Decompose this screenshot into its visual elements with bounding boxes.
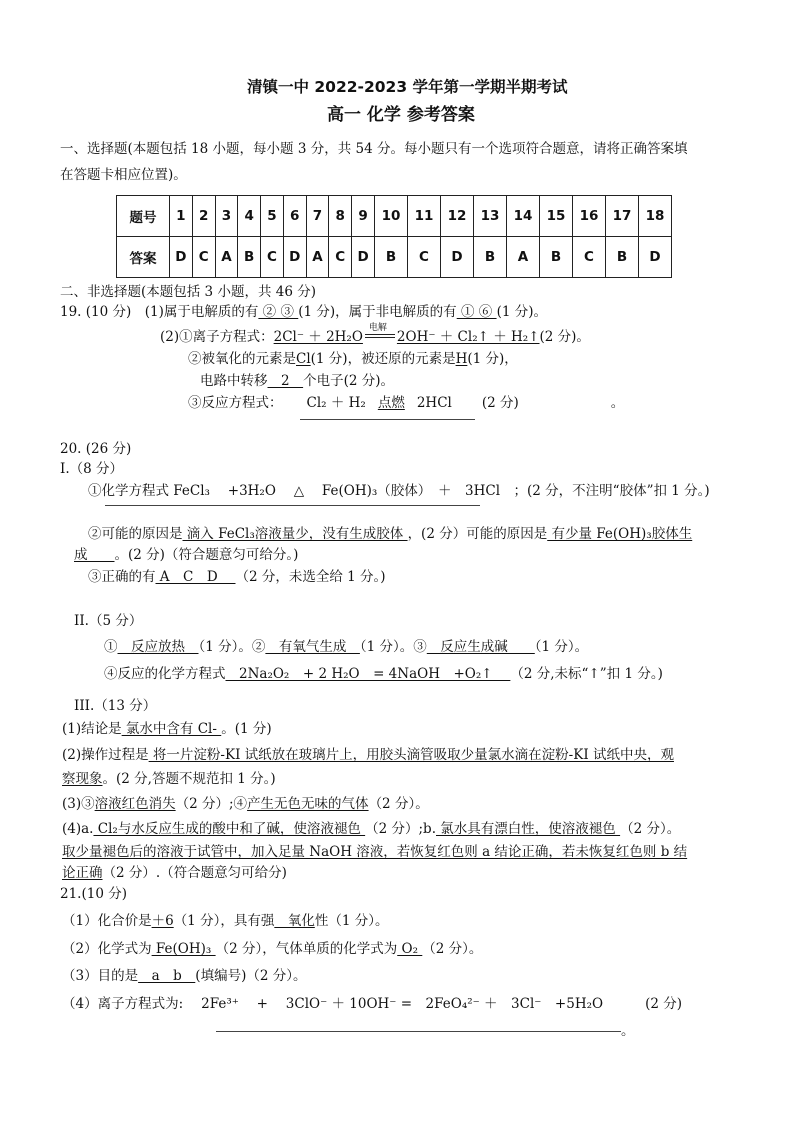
- table-cell-answer: C: [408, 237, 441, 278]
- q20-s2-item1: [104, 638, 588, 656]
- page-title: 清镇一中 2022-2023 学年第一学期半期考试: [247, 78, 568, 96]
- table-cell-answer: B: [375, 237, 408, 278]
- q20-answer: A C D: [155, 569, 236, 585]
- q20-answer: 产生无色无味的气体: [247, 796, 369, 812]
- answer-table: [116, 195, 672, 278]
- q20-answer: 反应生成碱: [426, 639, 535, 655]
- q19-ionic-equation-left: 2Cl⁻ ＋ 2H₂O: [273, 329, 363, 345]
- table-cell-question: 15: [540, 196, 573, 237]
- q19-label: 19. (10 分) (1)属于电解质的有: [60, 304, 259, 320]
- q21-period: 。: [621, 1023, 635, 1039]
- part1-intro-line1: 一、选择题(本题包括 18 小题，每小题 3 分，共 54 分。每小题只有一个选项符合题意，请将正确答案填: [60, 141, 688, 157]
- q19-reaction-left: Cl₂ ＋ H₂: [306, 395, 366, 411]
- q21-line3: [62, 967, 306, 985]
- q20-text: （2 分）。: [620, 821, 681, 837]
- q20-text: ②可能的原因是: [88, 526, 183, 542]
- q21-text: (填编号)（2 分）。: [195, 968, 307, 984]
- table-cell-question: 11: [408, 196, 441, 237]
- q19-period: 。: [610, 395, 625, 411]
- q19-line5: [188, 394, 624, 412]
- q20-answer: 滴入 FeCl₃溶液量少，没有生成胶体: [182, 526, 408, 542]
- table-row-label-question: 题号: [117, 196, 170, 237]
- q21-head: 21.(10 分): [60, 886, 127, 902]
- table-cell-answer: D: [639, 237, 672, 278]
- q21-text: （1）化合价是: [62, 913, 152, 929]
- q19-text: (1 分)，属于非电解质的有: [298, 304, 457, 320]
- q20-answer: 有氧气生成: [265, 639, 360, 655]
- q20-answer: 取少量褪色后的溶液于试管中，加入足量 NaOH 溶液，若恢复红色则 a 结论正确，若未恢复红色则 b 结: [62, 844, 688, 860]
- q20-s1-item2: [88, 525, 692, 543]
- q20-head: 20. (26 分): [60, 441, 132, 457]
- q19-electron-count: 2: [267, 373, 304, 389]
- q20-text: (2)操作过程是: [62, 747, 149, 763]
- q20-s1-item1: ①化学方程式 FeCl₃ +3H₂O △ Fe(OH)₃（胶体） ＋ 3HCl ；(2 分，不注明“胶体”扣 1 分。): [88, 483, 710, 499]
- q19-text: (1 分)，: [467, 351, 518, 367]
- part1-intro-line2: 在答题卡相应位置)。: [60, 167, 187, 183]
- table-cell-question: 9: [352, 196, 375, 237]
- table-cell-answer: B: [238, 237, 261, 278]
- table-cell-question: 3: [215, 196, 238, 237]
- answer-table-answer-row: [117, 237, 672, 278]
- q19-nonelectrolyte-answer: ① ⑥: [456, 304, 497, 320]
- table-cell-question: 1: [170, 196, 193, 237]
- answer-underline: [105, 505, 480, 506]
- q20-answer: 氯水中含有 Cl-: [121, 721, 222, 737]
- q20-answer: 察现象: [62, 771, 103, 787]
- q19-line4: [200, 372, 394, 390]
- q19-reaction-right: 2HCl: [416, 395, 452, 411]
- table-cell-answer: A: [306, 237, 329, 278]
- q20-s3-item1: [62, 720, 272, 738]
- q19-line1: [60, 303, 547, 321]
- q20-text: （2 分）.（符合题意匀可给分): [102, 865, 287, 881]
- q20-answer: 反应放热: [117, 639, 199, 655]
- q21-answer: Fe(OH)₃: [151, 941, 216, 957]
- q20-section2-head: II.（5 分）: [74, 613, 143, 629]
- q19-reduced-element: H: [455, 351, 468, 367]
- q20-text: （1 分）。②: [198, 639, 266, 655]
- q20-answer: 论正确: [62, 865, 103, 881]
- table-cell-answer: A: [215, 237, 238, 278]
- table-row-label-answer: 答案: [117, 237, 170, 278]
- q21-answer: a b: [138, 968, 196, 984]
- q20-s3-item4: [62, 820, 680, 838]
- q20-text: (4)a.: [62, 821, 94, 837]
- q20-text: 。(1 分): [221, 721, 272, 737]
- q21-text: （4）离子方程式为:: [62, 996, 184, 1012]
- q21-line4: [62, 995, 682, 1013]
- table-cell-question: 5: [261, 196, 284, 237]
- q20-s3-item2: [62, 746, 674, 764]
- table-cell-question: 8: [329, 196, 352, 237]
- q19-ionic-equation-right: 2OH⁻ ＋ Cl₂↑ ＋ H₂↑: [396, 329, 540, 345]
- q19-text: (2)①离子方程式：: [160, 329, 274, 345]
- table-cell-answer: B: [474, 237, 507, 278]
- q19-condition: 电解: [368, 323, 387, 333]
- q21-text: （2）化学式为: [62, 941, 152, 957]
- answer-underline: [216, 1031, 621, 1032]
- q20-answer: 将一片淀粉-KI 试纸放在玻璃片上，用胶头滴管吸取少量氯水滴在淀粉-KI 试纸中央，观: [148, 747, 674, 763]
- q19-text: 个电子(2 分)。: [303, 373, 395, 389]
- q21-text: （3）目的是: [62, 968, 139, 984]
- q20-text: ③正确的有: [88, 569, 156, 585]
- table-cell-question: 2: [192, 196, 215, 237]
- q20-text: ①: [104, 639, 118, 655]
- q21-answer: 氧化: [274, 913, 315, 929]
- q20-section1-head: I.（8 分）: [60, 461, 124, 477]
- answer-underline: [300, 419, 475, 420]
- q19-electrolyte-answer: ② ③: [258, 304, 299, 320]
- q21-line2: [62, 940, 482, 958]
- q20-s3-item2-cont: [62, 770, 276, 788]
- q21-text: （1 分），具有强: [173, 913, 275, 929]
- q20-text: （2 分,未标“↑”扣 1 分。): [510, 666, 663, 682]
- q21-line1: [62, 912, 388, 930]
- q20-text: （1 分）。③: [359, 639, 427, 655]
- table-cell-question: 6: [283, 196, 306, 237]
- q21-text: 性（1 分）。: [314, 913, 389, 929]
- q19-text: ③反应方程式：: [188, 395, 283, 411]
- q20-section3-head: III.（13 分）: [74, 698, 157, 714]
- table-cell-question: 12: [441, 196, 474, 237]
- q20-text: （1 分）。: [534, 639, 589, 655]
- q20-text: （2 分，未选全给 1 分。): [235, 569, 386, 585]
- q20-answer: 成: [74, 547, 115, 563]
- table-cell-answer: A: [507, 237, 540, 278]
- table-cell-question: 16: [573, 196, 606, 237]
- q20-text: ④反应的化学方程式: [104, 666, 226, 682]
- q19-score: (2 分): [481, 395, 519, 411]
- q20-text: (1)结论是: [62, 721, 122, 737]
- q20-text: 。(2 分,答题不规范扣 1 分。): [102, 771, 276, 787]
- q21-score: (2 分): [645, 996, 682, 1012]
- table-cell-question: 17: [606, 196, 639, 237]
- q19-text: (2 分)。: [539, 329, 590, 345]
- table-cell-question: 4: [238, 196, 261, 237]
- q20-s1-item2-cont: [74, 546, 298, 564]
- q20-answer: 2Na₂O₂ + 2 H₂O = 4NaOH +O₂↑: [225, 666, 511, 682]
- q21-text: （2 分）。: [422, 941, 483, 957]
- table-cell-answer: D: [352, 237, 375, 278]
- table-cell-answer: B: [606, 237, 639, 278]
- table-cell-answer: D: [441, 237, 474, 278]
- table-cell-answer: C: [573, 237, 606, 278]
- table-cell-question: 14: [507, 196, 540, 237]
- table-cell-question: 18: [639, 196, 672, 237]
- q19-text: ②被氧化的元素是: [188, 351, 296, 367]
- q20-s2-item2: [104, 665, 663, 683]
- q20-answer: 氯水具有漂白性，使溶液褪色: [436, 821, 621, 837]
- table-cell-answer: C: [261, 237, 284, 278]
- table-cell-question: 7: [306, 196, 329, 237]
- q19-line3: [188, 350, 518, 368]
- q20-s1-item3: [88, 568, 386, 586]
- q19-oxidized-element: Cl: [296, 351, 311, 367]
- table-cell-answer: D: [283, 237, 306, 278]
- q19-text: 电路中转移: [200, 373, 268, 389]
- part2-intro: 二、非选择题(本题包括 3 小题，共 46 分): [60, 284, 316, 300]
- table-cell-question: 13: [474, 196, 507, 237]
- q21-answer: O₂: [397, 941, 423, 957]
- q19-line2: [160, 323, 590, 346]
- q20-s3-item4-cont2: [62, 864, 287, 882]
- q20-answer: Cl₂与水反应生成的酸中和了碱，使溶液褪色: [93, 821, 366, 837]
- q20-text: 。(2 分)（符合题意匀可给分。): [114, 547, 299, 563]
- table-cell-answer: C: [329, 237, 352, 278]
- table-cell-answer: C: [192, 237, 215, 278]
- q19-electrolysis-arrow: [363, 323, 397, 346]
- q19-text: (1 分)，被还原的元素是: [310, 351, 456, 367]
- q20-answer: 溶液红色消失: [94, 796, 176, 812]
- q20-text: (3)③: [62, 796, 95, 812]
- q20-text: （2 分）;b.: [365, 821, 436, 837]
- q20-s3-item4-cont: [62, 843, 687, 861]
- q21-ionic-equation: 2Fe³⁺ + 3ClO⁻ ＋ 10OH⁻ = 2FeO₄²⁻ ＋ 3Cl⁻ +5H₂O: [201, 996, 604, 1012]
- page-subtitle: 高一 化学 参考答案: [327, 105, 475, 125]
- q20-text: （2 分）;④: [175, 796, 248, 812]
- q19-ignition-condition: 点燃: [377, 395, 405, 411]
- q21-answer: ＋6: [151, 913, 174, 929]
- q21-text: （2 分），气体单质的化学式为: [215, 941, 398, 957]
- answer-table-question-row: [117, 196, 672, 237]
- table-cell-answer: B: [540, 237, 573, 278]
- table-cell-answer: D: [170, 237, 193, 278]
- table-cell-question: 10: [375, 196, 408, 237]
- q20-text: （2 分）。: [368, 796, 429, 812]
- q20-s3-item3: [62, 795, 429, 813]
- q19-text: (1 分)。: [496, 304, 547, 320]
- q20-text: ，(2 分）可能的原因是: [407, 526, 548, 542]
- q20-answer: 有少量 Fe(OH)₃胶体生: [547, 526, 693, 542]
